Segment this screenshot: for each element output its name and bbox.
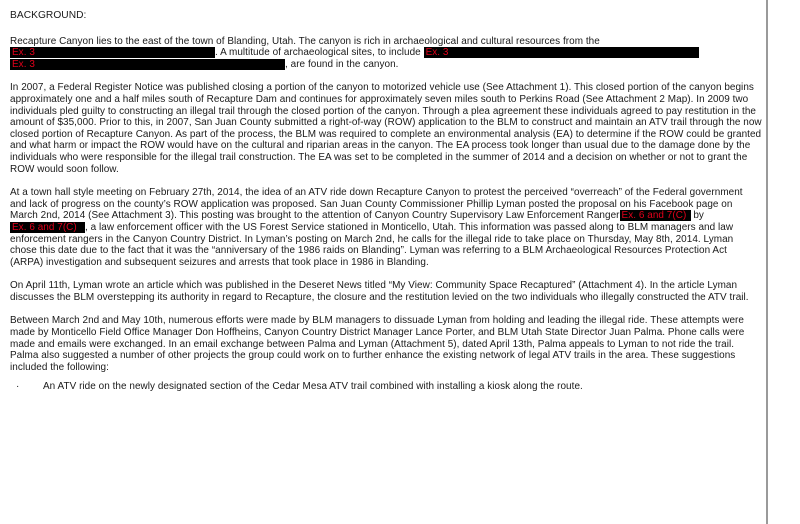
redaction-box: Ex. 6 and 7(C) (10, 222, 85, 233)
bullet-marker: · (16, 381, 20, 393)
paragraph-3-text-c: , a law enforcement officer with the US Forest Service stationed in Monticello, Utah. This information was passed along to BLM managers and law enforcement rangers in the Canyon Country District. In Lyman’s posting on March 2nd, he calls for the illegal ride to take place on Thursday, May 8th, 2014. Lyman chose this date due to the fact that it was the “anniversary of the 1986 raids on Blanding”. Lyman was referring to a BLM Archaeological Resources Protection Act (ARPA) investigation and subsequent seizures and arrests that took place in 1986 in Blanding. (10, 221, 734, 268)
paragraph-1-text-a: Recapture Canyon lies to the east of the town of Blanding, Utah. The canyon is rich in archaeological and cultural resources from the (10, 35, 600, 47)
paragraph-1-text-b: . A multitude of archaeological sites, to include (215, 47, 421, 59)
bullet-item (10, 381, 762, 393)
paragraph-3-text-a: At a town hall style meeting on February 27th, 2014, the idea of an ATV ride down Recapture Canyon to protest the perceived “overreach” of the Federal government and lack of progress on the county’s ROW application was proposed. San Juan County Commissioner Phillip Lyman posted the proposal on his Facebook page on March 2nd, 2014 (See Attachment 3). This posting was brought to the attention of Canyon Country Supervisory Law Enforcement Ranger (10, 187, 743, 222)
page-edge-rule (766, 0, 768, 524)
redaction-box: Ex. 6 and 7(C) (620, 210, 691, 221)
section-heading: BACKGROUND: (10, 10, 87, 21)
paragraph-3 (10, 187, 762, 268)
paragraph-1 (10, 36, 762, 71)
paragraph-4: On April 11th, Lyman wrote an article which was published in the Deseret News titled “My View: Community Space Recaptured” (Attachment 4). In the article Lyman discusses the BLM overstepping its authority in regard to Recapture, the closure and the restitution levied on the two individuals who illegally constructed the ATV trail. (10, 280, 749, 303)
bullet-text: An ATV ride on the newly designated section of the Cedar Mesa ATV trail combined with installing a kiosk along the route. (43, 381, 583, 393)
paragraph-2: In 2007, a Federal Register Notice was published closing a portion of the canyon to motorized vehicle use (See Attachment 1). This closed portion of the canyon begins approximately one and a half miles south of Recapture Dam and continues for approximately seven miles south to Perkins Road (See Attachment 2 Map). In 2009 two individuals pled guilty to constructing an illegal trail through the closed portion of the canyon. Through a plea agreement these individuals agreed to pay restitution in the amount of $35,000. Prior to this, in 2007, San Juan County submitted a right-of-way (ROW) application to the BLM to construct and maintain an ATV trail through the now closed portion of Recapture Canyon. As part of the process, the BLM was required to complete an environmental analysis (EA) to determine if the ROW could be granted and what harm or impact the ROW would have on the cultural and riparian areas in the canyon. The EA process took longer than usual due to the damage done by the individuals who were responsible for the illegal trail construction. The EA was set to be completed in the summer of 2014 and a decision on whether or not to grant the ROW would soon follow. (10, 82, 762, 175)
paragraph-5: Between March 2nd and May 10th, numerous efforts were made by BLM managers to dissuade Lyman from holding and leading the illegal ride. These attempts were made by Monticello Field Office Manager Don Hoffheins, Canyon Country District Manager Lance Porter, and BLM Utah State Director Juan Palma. Phone calls were made and emails were exchanged. In an email exchange between Palma and Lyman (Attachment 5), dated April 13th, Palma appeals to Lyman to not ride the trail. Palma also suggested a number of other projects the group could work on to further enhance the existing network of legal ATV trails in the area. These suggestions included the following: (10, 315, 745, 373)
redaction-box: Ex. 3 (424, 47, 699, 58)
redaction-box: Ex. 3 (10, 59, 285, 70)
redaction-box: Ex. 3 (10, 47, 215, 58)
paragraph-1-text-c: , are found in the canyon. (285, 58, 399, 70)
paragraph-3-text-b: by (693, 210, 704, 222)
document-body (10, 10, 762, 393)
